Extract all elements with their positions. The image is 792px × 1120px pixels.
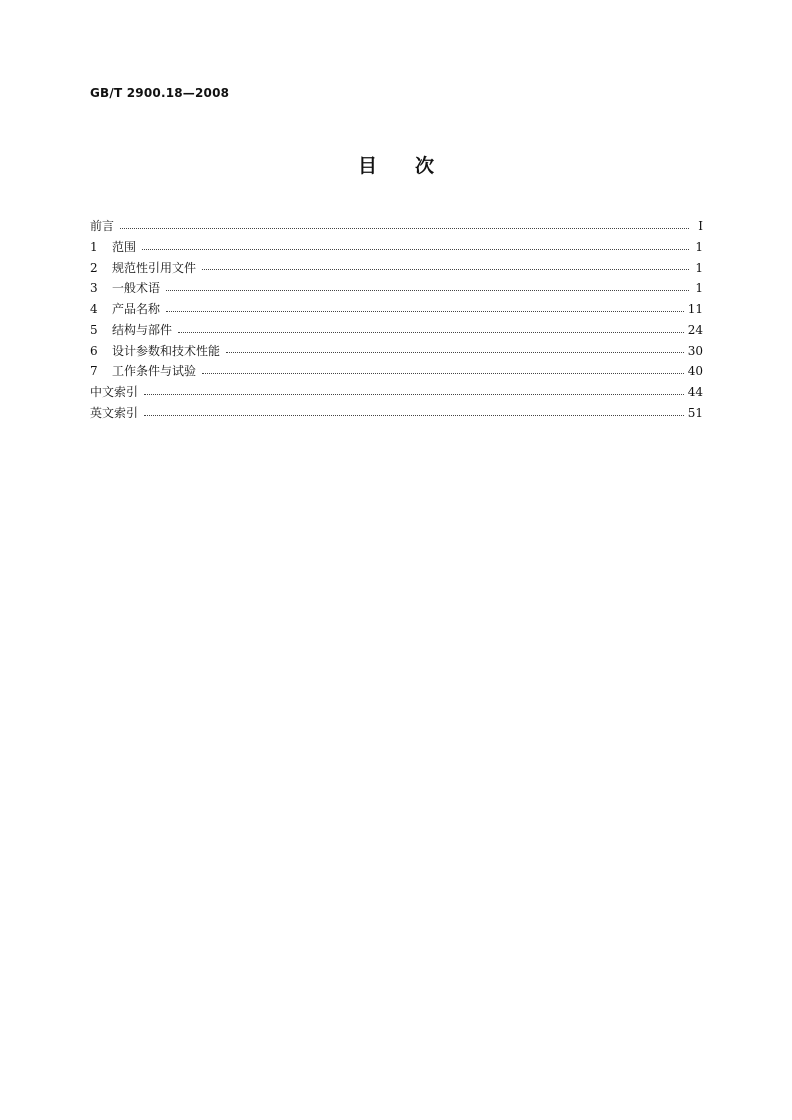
toc-entry-4[interactable] xyxy=(90,299,703,320)
dot-leader xyxy=(144,415,684,416)
standard-code: GB/T 2900.18—2008 xyxy=(90,86,230,100)
toc-entry-number: 1 xyxy=(90,239,98,254)
dot-leader xyxy=(142,249,689,250)
toc-entry-7[interactable] xyxy=(90,361,703,382)
toc-entry-3[interactable] xyxy=(90,278,703,299)
toc-entry-label: 规范性引用文件 xyxy=(112,260,197,275)
toc-title: 目次 xyxy=(357,155,472,177)
toc-entry-page: 40 xyxy=(687,364,703,379)
dot-leader xyxy=(166,311,684,312)
toc-entry-page: 51 xyxy=(687,405,703,420)
toc-entry-page: 1 xyxy=(695,260,703,275)
dot-leader xyxy=(202,269,689,270)
table-of-contents xyxy=(90,216,703,424)
toc-entry-label: 设计参数和技术性能 xyxy=(112,343,221,358)
toc-entry-page: I xyxy=(698,219,703,233)
toc-entry-page: 1 xyxy=(695,281,703,296)
toc-entry-page: 1 xyxy=(695,239,703,254)
toc-entry-5[interactable] xyxy=(90,320,703,341)
toc-entry-label: 范围 xyxy=(112,239,137,254)
toc-entry-page: 24 xyxy=(687,322,703,337)
toc-entry-6[interactable] xyxy=(90,341,703,362)
toc-entry-page: 44 xyxy=(687,385,703,399)
toc-entry-english-index[interactable] xyxy=(90,403,703,424)
toc-entry-chinese-index[interactable] xyxy=(90,382,703,403)
toc-entry-label: 英文索引 xyxy=(90,405,139,420)
toc-entry-number: 3 xyxy=(90,281,98,296)
dot-leader xyxy=(120,228,689,229)
toc-entry-2[interactable] xyxy=(90,258,703,279)
toc-entry-number: 5 xyxy=(90,322,98,337)
toc-entry-label: 结构与部件 xyxy=(112,322,173,337)
dot-leader xyxy=(202,373,684,374)
toc-entry-number: 4 xyxy=(90,302,98,316)
dot-leader xyxy=(144,394,684,395)
toc-entry-page: 11 xyxy=(687,302,703,316)
toc-entry-label: 一般术语 xyxy=(112,281,161,296)
toc-entry-label: 工作条件与试验 xyxy=(112,364,197,379)
dot-leader xyxy=(166,290,689,291)
toc-entry-label: 产品名称 xyxy=(112,302,161,316)
toc-entry-preface[interactable] xyxy=(90,216,703,237)
toc-entry-page: 30 xyxy=(687,343,703,358)
toc-entry-1[interactable] xyxy=(90,237,703,258)
toc-entry-number: 6 xyxy=(90,343,98,358)
toc-entry-label: 中文索引 xyxy=(90,385,139,399)
toc-entry-number: 7 xyxy=(90,364,98,379)
toc-entry-number: 2 xyxy=(90,260,98,275)
dot-leader xyxy=(226,352,684,353)
dot-leader xyxy=(178,332,684,333)
toc-entry-label: 前言 xyxy=(90,219,115,233)
